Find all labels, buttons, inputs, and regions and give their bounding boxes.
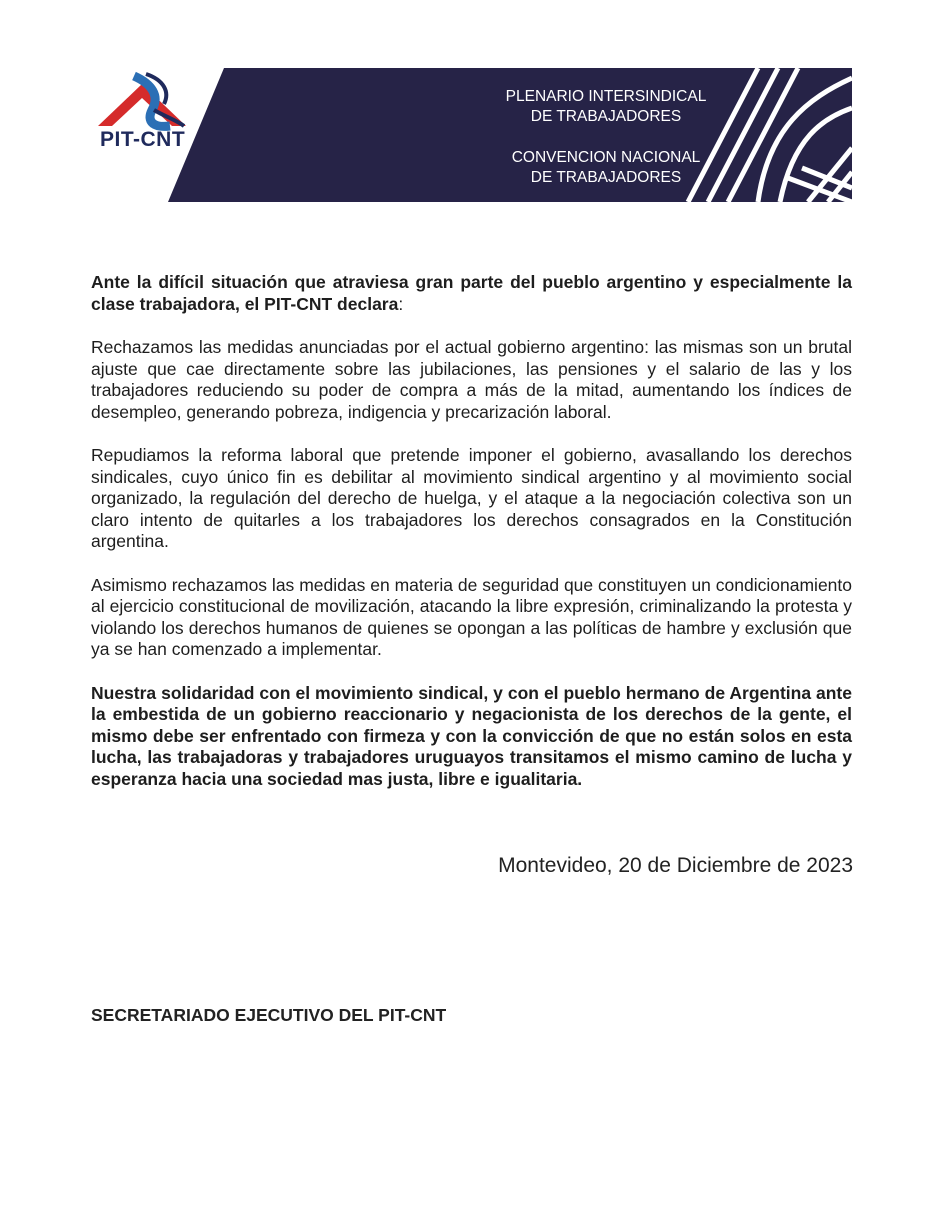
- intro-paragraph: Ante la difícil situación que atraviesa gran parte del pueblo argentino y especialmente la clase trabajadora, el PIT-CNT declara:: [91, 272, 852, 314]
- signature: SECRETARIADO EJECUTIVO DEL PIT-CNT: [91, 1005, 447, 1025]
- banner-title-1: PLENARIO INTERSINDICAL DE TRABAJADORES: [505, 88, 707, 125]
- logo-wordmark: PIT-CNT: [100, 128, 186, 151]
- paragraph-solidarity: Nuestra solidaridad con el movimiento sindical, y con el pueblo hermano de Argentina ante la embestida de un gobierno reaccionario y negacionista de los derechos de la gente, el mismo debe ser enfrentado con firmeza y con la convicción de que no están solos en esta lucha, las trabajadoras y trabajadores uruguayos transitamos el mismo camino de lucha y esperanza hacia una sociedad mas justa, libre e igualitaria.: [91, 682, 852, 789]
- banner-title-2: CONVENCION NACIONAL DE TRABAJADORES: [511, 149, 701, 186]
- declaration-body: [91, 272, 852, 790]
- paragraph-3: Asimismo rechazamos las medidas en materia de seguridad que constituyen un condicionamiento al ejercicio constitucional de movilización, atacando la libre expresión, criminalizando la protesta y violando los derechos humanos de quienes se opongan a las políticas de hambre y exclusión que ya se han comenzado a implementar.: [91, 574, 852, 659]
- paragraph-2: Repudiamos la reforma laboral que pretende imponer el gobierno, avasallando los derechos sindicales, cuyo único fin es debilitar al movimiento sindical argentino y al movimiento social organizado, la regulación del derecho de huelga, y el ataque a la negociación colectiva son un claro intento de quitarles a los trabajadores los derechos consagrados en la Constitución argentina.: [91, 445, 852, 551]
- paragraph-1: Rechazamos las medidas anunciadas por el actual gobierno argentino: las mismas son un brutal ajuste que cae directamente sobre las jubilaciones, las pensiones y el salario de las y los trabajadores reduciendo su poder de compra a más de la mitad, aumentando los índices de desempleo, generando pobreza, indigencia y precarización laboral.: [91, 337, 852, 422]
- date-line: Montevideo, 20 de Diciembre de 2023: [498, 854, 853, 877]
- letterhead: [0, 0, 944, 230]
